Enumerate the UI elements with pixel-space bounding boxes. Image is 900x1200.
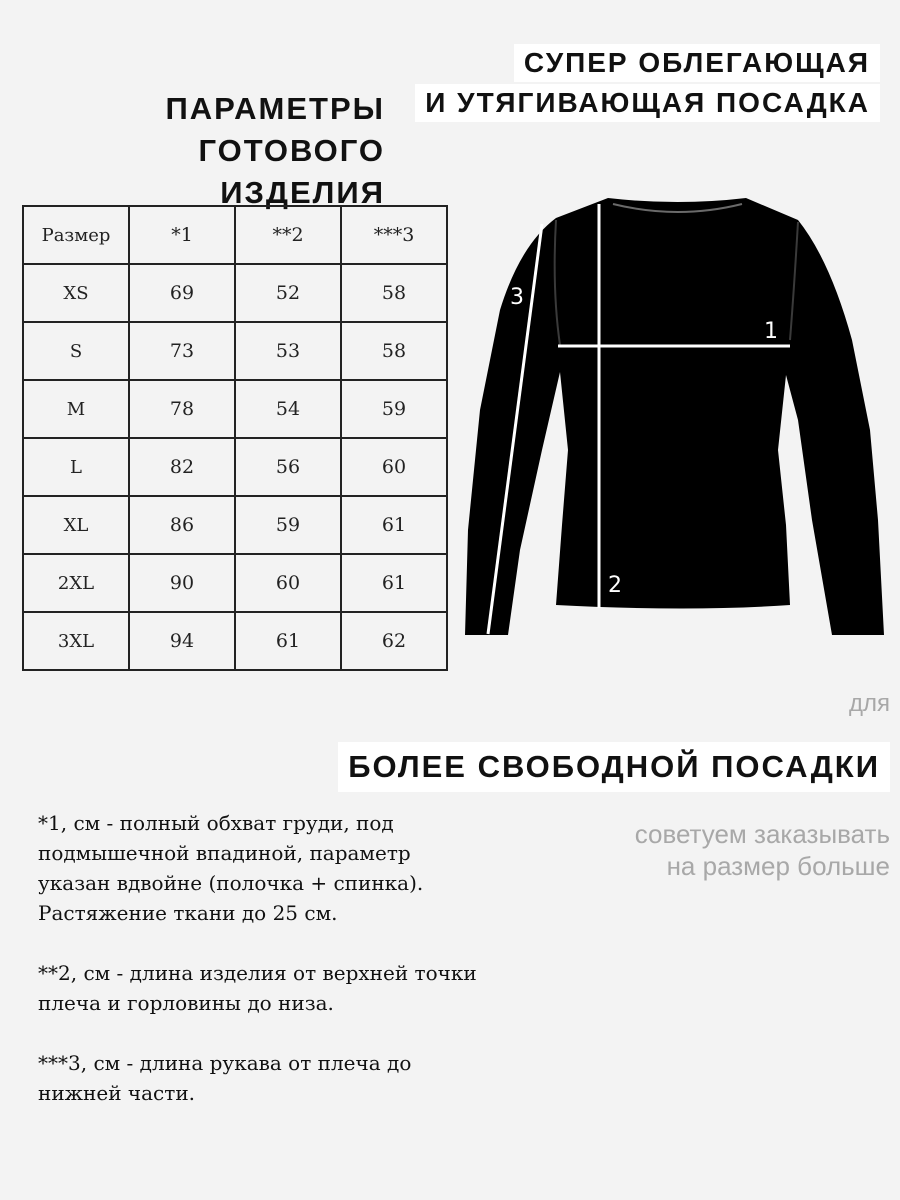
table-row [23, 380, 447, 438]
table-header-cell: **2 [235, 206, 341, 264]
fit-heading-line-1: СУПЕР ОБЛЕГАЮЩАЯ [514, 44, 880, 82]
table-row [23, 496, 447, 554]
table-cell: 69 [129, 264, 235, 322]
note-sleeve: ***3, см - длина рукава от плеча до нижней части. [38, 1051, 412, 1105]
garment-diagram [460, 190, 890, 645]
table-cell: 90 [129, 554, 235, 612]
table-cell: 2XL [23, 554, 129, 612]
table-cell: 59 [235, 496, 341, 554]
table-cell: XS [23, 264, 129, 322]
table-row [23, 612, 447, 670]
table-cell: 54 [235, 380, 341, 438]
params-heading-line-1: ПАРАМЕТРЫ [165, 91, 385, 126]
table-cell: 52 [235, 264, 341, 322]
for-label: для [848, 690, 890, 717]
table-cell: S [23, 322, 129, 380]
table-row [23, 554, 447, 612]
sleeve-measure-label: 3 [510, 285, 524, 310]
params-heading [30, 88, 385, 214]
size-table [22, 205, 448, 671]
table-cell: 58 [341, 322, 447, 380]
table-cell: 53 [235, 322, 341, 380]
table-cell: XL [23, 496, 129, 554]
fit-heading-line-2: И УТЯГИВАЮЩАЯ ПОСАДКА [415, 84, 880, 122]
table-cell: 82 [129, 438, 235, 496]
table-cell: 73 [129, 322, 235, 380]
table-row [23, 438, 447, 496]
table-header-row [23, 206, 447, 264]
table-cell: 61 [341, 496, 447, 554]
table-cell: 56 [235, 438, 341, 496]
chest-measure-label: 1 [764, 319, 778, 344]
table-header-cell: Размер [23, 206, 129, 264]
size-advice-line-2: на размер больше [666, 851, 890, 881]
table-cell: 62 [341, 612, 447, 670]
size-advice-line-1: советуем заказывать [634, 819, 890, 849]
table-cell: 59 [341, 380, 447, 438]
params-heading-line-2: ГОТОВОГО ИЗДЕЛИЯ [198, 133, 385, 210]
table-header-cell: ***3 [341, 206, 447, 264]
length-measure-label: 2 [608, 573, 622, 598]
freer-fit-heading [338, 742, 890, 792]
table-cell: M [23, 380, 129, 438]
table-cell: 3XL [23, 612, 129, 670]
note-chest: *1, см - полный обхват груди, под подмышечной впадиной, параметр указан вдвойне (полочка + спинка). Растяжение ткани до 25 см. [38, 811, 424, 925]
table-cell: 94 [129, 612, 235, 670]
note-length: **2, см - длина изделия от верхней точки плеча и горловины до низа. [38, 961, 477, 1015]
size-advice [530, 818, 890, 882]
table-row [23, 264, 447, 322]
table-header-cell: *1 [129, 206, 235, 264]
table-row [23, 322, 447, 380]
table-cell: 78 [129, 380, 235, 438]
fit-heading [415, 44, 880, 124]
longsleeve-silhouette [465, 198, 884, 635]
table-cell: 61 [341, 554, 447, 612]
measurement-notes [38, 808, 478, 1138]
table-cell: 58 [341, 264, 447, 322]
table-cell: 86 [129, 496, 235, 554]
table-cell: 60 [341, 438, 447, 496]
freer-fit-text: БОЛЕЕ СВОБОДНОЙ ПОСАДКИ [338, 742, 890, 792]
table-cell: 60 [235, 554, 341, 612]
table-cell: 61 [235, 612, 341, 670]
table-cell: L [23, 438, 129, 496]
